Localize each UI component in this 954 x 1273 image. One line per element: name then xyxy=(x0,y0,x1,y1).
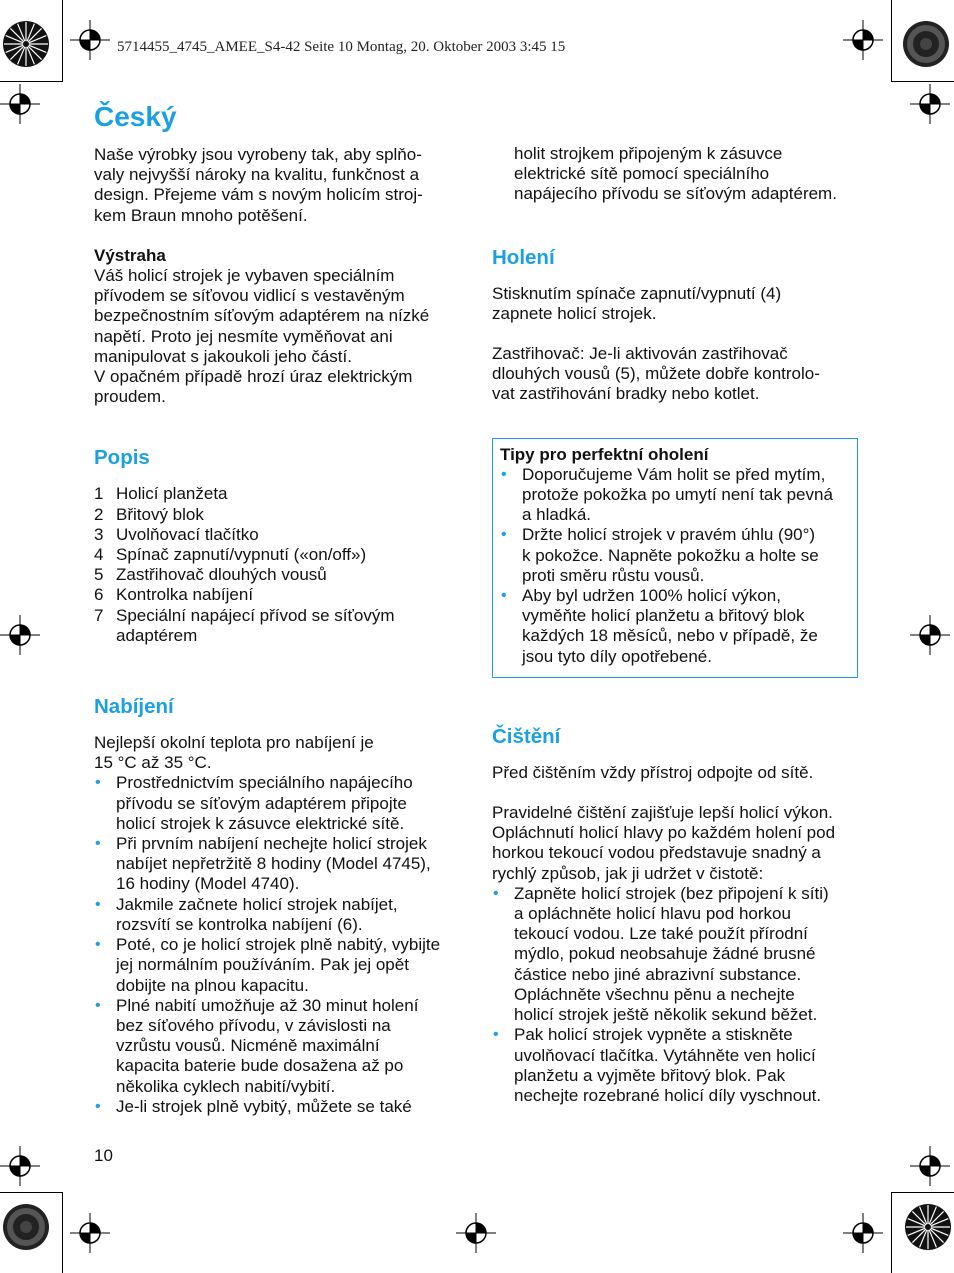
registration-target-icon xyxy=(0,615,40,655)
tips-heading: Tipy pro perfektní oholení xyxy=(500,444,709,464)
shaving-heading: Holení xyxy=(492,245,555,269)
bullet-icon: • xyxy=(95,774,101,792)
bullet-icon: • xyxy=(501,526,507,544)
crop-mark xyxy=(892,81,954,82)
intro-paragraph: Naše výrobky jsou vyrobeny tak, aby splňo- valy nejvyšší nároky na kvalitu, funkčnost a design. Přejeme vám s novým holicím stroj- kem Braun mnoho potěšení. xyxy=(94,145,423,225)
registration-target-icon xyxy=(0,84,40,124)
list-item: 5 Zastřihovač dlouhých vousů xyxy=(94,565,327,585)
list-item: • Pak holicí strojek vypněte a stiskněte uvolňovací tlačítka. Vytáhněte ven holicí planžetu a vyjměte břitový blok. Pak nechejte rozebrané holicí díly vyschnout. xyxy=(493,1025,822,1105)
crop-mark xyxy=(0,1192,62,1193)
list-item: 6 Kontrolka nabíjení xyxy=(94,585,254,605)
bullet-icon: • xyxy=(95,1097,101,1115)
crop-mark xyxy=(891,1192,892,1273)
page-number: 10 xyxy=(94,1146,113,1165)
parts-list xyxy=(94,484,460,646)
cleaning-list xyxy=(492,884,858,1106)
warning-heading: Výstraha xyxy=(94,245,166,265)
bullet-icon: • xyxy=(493,884,499,902)
bullet-icon: • xyxy=(501,587,507,605)
tips-list xyxy=(500,465,849,667)
charging-intro: Nejlepší okolní teplota pro nabíjení je 15 °C až 35 °C. xyxy=(94,733,374,773)
crop-mark xyxy=(891,0,892,82)
starburst-mark-icon xyxy=(902,20,950,68)
list-item: 3 Uvolňovací tlačítko xyxy=(94,524,259,544)
trimmer-paragraph: Zastřihovač: Je-li aktivován zastřihovač dlouhých vousů (5), můžete dobře kontrolo- vat zastřihování bradky nebo kotlet. xyxy=(492,344,820,404)
cleaning-paragraph: Pravidelné čištění zajišťuje lepší holicí výkon. Opláchnutí holicí hlavy po každém holení pod horkou tekoucí vodou představuje snadný a rychlý způsob, jak ji udržet v čistotě: xyxy=(492,803,836,883)
list-item: 7 Speciální napájecí přívod se síťovým adaptérem xyxy=(94,605,395,645)
bullet-icon: • xyxy=(501,465,507,483)
popis-heading: Popis xyxy=(94,446,150,470)
starburst-mark-icon xyxy=(904,1203,952,1251)
list-item: 1 Holicí planžeta xyxy=(94,484,228,504)
list-item: • Poté, co je holicí strojek plně nabitý, vybijte jej normálním používáním. Pak jej opět dobijte na plnou kapacitu. xyxy=(95,935,441,995)
right-column xyxy=(492,144,858,1106)
list-item: • Doporučujeme Vám holit se před mytím, protože pokožka po umytí není tak pevná a hladká. xyxy=(501,464,833,525)
registration-target-icon xyxy=(843,1213,883,1253)
registration-target-icon xyxy=(910,615,950,655)
cleaning-heading: Čištění xyxy=(492,724,561,748)
list-item: • Je-li strojek plně vybitý, můžete se také xyxy=(95,1096,412,1116)
crop-mark xyxy=(62,0,63,82)
starburst-mark-icon xyxy=(2,1203,50,1251)
list-item: • Plné nabití umožňuje až 30 minut holení bez síťového přívodu, v závislosti na vzrůstu vousů. Nicméně maximální kapacita baterie bude dosažena až po několika cyklech nabití/vybití. xyxy=(95,995,419,1096)
list-item: • Prostřednictvím speciálního napájecího přívodu se síťovým adaptérem připojte holicí strojek k zásuvce elektrické sítě. xyxy=(95,773,413,833)
crop-mark xyxy=(0,81,62,82)
page-title: Český xyxy=(94,101,177,132)
registration-target-icon xyxy=(0,1146,40,1186)
bullet-icon: • xyxy=(95,936,101,954)
list-item: • Aby byl udržen 100% holicí výkon, vyměňte holicí planžetu a břitový blok každých 18 měsíců, nebo v případě, že jsou tyto díly opotřebené. xyxy=(501,586,818,666)
list-item: 4 Spínač zapnutí/vypnutí («on/off») xyxy=(94,545,367,565)
charging-list xyxy=(94,773,460,1116)
left-column xyxy=(94,145,460,1117)
cleaning-warning: Před čištěním vždy přístroj odpojte od sítě. xyxy=(492,762,814,782)
warning-paragraph: Výstraha Váš holicí strojek je vybaven speciálním přívodem se síťovou vidlicí s vestavěným bezpečnostním síťovým adaptérem na nízké napětí. Proto jej nesmíte vyměňovat ani manipulovat s jakoukoli jeho částí. V opačném případě hrozí úraz elektrickým proudem. xyxy=(94,245,430,407)
registration-target-icon xyxy=(70,1213,110,1253)
registration-target-icon xyxy=(910,1146,950,1186)
tips-box xyxy=(492,438,858,678)
list-item: • Jakmile začnete holicí strojek nabíjet, rozsvítí se kontrolka nabíjení (6). xyxy=(95,894,398,934)
list-item: • Držte holicí strojek v pravém úhlu (90°) k pokožce. Napněte pokožku a holte se proti směru růstu vousů. xyxy=(501,525,819,585)
registration-target-icon xyxy=(456,1213,496,1253)
shaving-paragraph: Stisknutím spínače zapnutí/vypnutí (4) zapnete holicí strojek. xyxy=(492,283,782,323)
registration-target-icon xyxy=(843,20,883,60)
crop-mark xyxy=(892,1192,954,1193)
continued-paragraph: holit strojkem připojeným k zásuvce elektrické sítě pomocí speciálního napájecího přívodu se síťovým adaptérem. xyxy=(514,144,837,204)
bullet-icon: • xyxy=(95,835,101,853)
bullet-icon: • xyxy=(493,1026,499,1044)
charging-heading: Nabíjení xyxy=(94,695,174,719)
bullet-icon: • xyxy=(95,996,101,1014)
list-item: • Při prvním nabíjení nechejte holicí strojek nabíjet nepřetržitě 8 hodiny (Model 4745), 16 hodiny (Model 4740). xyxy=(95,834,431,894)
crop-mark xyxy=(62,1192,63,1273)
list-item: 2 Břitový blok xyxy=(94,504,204,524)
print-slug: 5714455_4745_AMEE_S4-42 Seite 10 Montag, 20. Oktober 2003 3:45 15 xyxy=(117,39,566,55)
registration-target-icon xyxy=(70,20,110,60)
list-item: • Zapněte holicí strojek (bez připojení k síti) a opláchněte holicí hlavu pod horkou tekoucí vodou. Lze také použít přírodní mýdlo, pokud neobsahuje žádné brusné částice nebo jiné abrazivní substance. Opláchněte všechnu pěnu a nechejte holicí strojek ještě několik sekund běžet. xyxy=(493,883,829,1025)
bullet-icon: • xyxy=(95,895,101,913)
starburst-mark-icon xyxy=(2,20,50,68)
registration-target-icon xyxy=(910,84,950,124)
